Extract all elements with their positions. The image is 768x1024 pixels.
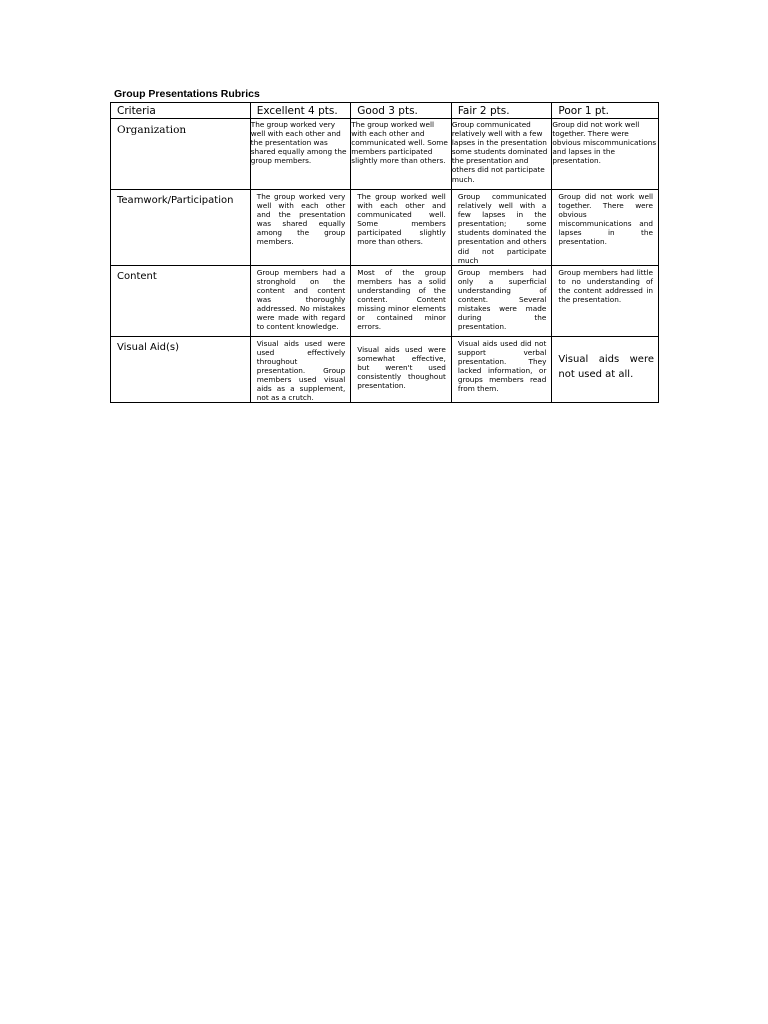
good-cell: [351, 336, 452, 403]
descriptor-text: The group worked well with each other and communicated well. Some members participated slightly more than others.: [351, 120, 448, 166]
criterion-label: Teamwork/Participation: [117, 195, 234, 206]
good-cell: [351, 265, 452, 336]
criterion-label: Visual Aid(s): [117, 341, 180, 353]
descriptor-text: Group members had only a superficial understanding of content. Several mistakes were made during the presentation.: [457, 267, 547, 332]
criterion-label: Content: [117, 270, 157, 282]
table-row: [111, 190, 659, 266]
criterion-cell: [111, 336, 251, 403]
descriptor-text: Most of the group members has a solid understanding of the content. Content missing minor elements or contained minor errors.: [357, 267, 446, 332]
criterion-cell: [111, 119, 251, 190]
table-row: [111, 119, 659, 190]
header-criteria: Criteria: [111, 103, 251, 119]
descriptor-text: Group did not work well together. There were obvious miscommunications and lapses in the presentation.: [552, 120, 657, 166]
descriptor-text: Group members had little to no understanding of the content addressed in the presentation.: [558, 267, 653, 305]
descriptor-text: Visual aids were not used at all.: [558, 353, 654, 380]
descriptor-text: Group did not work well together. There were obvious miscommunications and lapses in the presentation.: [558, 192, 653, 247]
excellent-cell: [250, 190, 351, 266]
poor-cell: [552, 336, 659, 403]
criterion-cell: [111, 265, 251, 336]
header-good: Good 3 pts.: [351, 103, 452, 119]
poor-cell: [552, 190, 659, 266]
descriptor-text: The group worked well with each other and communicated well. Some members participated slightly more than others.: [357, 192, 446, 247]
descriptor-text: Visual aids used were somewhat effective, but weren't used consistently thoughout presentation.: [357, 344, 446, 391]
good-cell: [351, 119, 452, 190]
header-excellent: Excellent 4 pts.: [250, 103, 351, 119]
excellent-cell: [250, 119, 351, 190]
descriptor-text: The group worked very well with each other and the presentation was shared equally among the group members.: [256, 192, 346, 247]
header-poor: Poor 1 pt.: [552, 103, 659, 119]
header-row: [111, 103, 659, 119]
criterion-cell: [111, 190, 251, 266]
poor-cell: [552, 265, 659, 336]
descriptor-text: Group members had a stronghold on the content and content was thoroughly addressed. No mistakes were made with regard to content knowledge.: [256, 267, 346, 332]
good-cell: [351, 190, 452, 266]
excellent-cell: [250, 336, 351, 403]
document-title: Group Presentations Rubrics: [114, 88, 260, 100]
poor-cell: [552, 119, 659, 190]
header-fair: Fair 2 pts.: [451, 103, 552, 119]
criterion-label: Organization: [117, 124, 187, 136]
descriptor-text: Group communicated relatively well with a few lapses in the presentation some students dominated the presentation and others did not participate much.: [451, 120, 548, 184]
fair-cell: [451, 190, 552, 266]
fair-cell: [451, 265, 552, 336]
descriptor-text: Visual aids used were used effectively throughout presentation. Group members used visual aids as a supplement, not as a crutch.: [256, 338, 346, 403]
excellent-cell: [250, 265, 351, 336]
descriptor-text: Visual aids used did not support verbal presentation. They lacked information, or groups members read from them.: [457, 338, 547, 394]
table-row: [111, 336, 659, 403]
fair-cell: [451, 336, 552, 403]
fair-cell: [451, 119, 552, 190]
table-row: [111, 265, 659, 336]
rubric-table: [110, 102, 659, 403]
descriptor-text: Group communicated relatively well with a few lapses in the presentation; some students dominated the presentation and others did not participate much: [457, 192, 547, 265]
descriptor-text: The group worked very well with each other and the presentation was shared equally among the group members.: [250, 120, 347, 166]
